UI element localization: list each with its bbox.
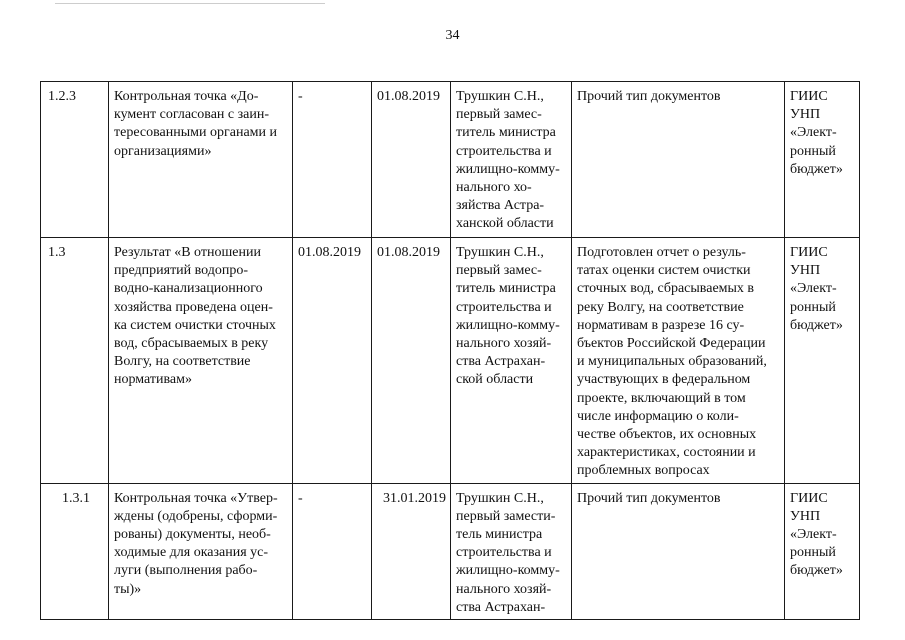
item-name-line: Волгу, на соответствие <box>114 354 251 370</box>
responsible-line: зяйства Астра- <box>456 198 545 214</box>
end-date: 01.08.2019 <box>377 89 440 104</box>
result-line: Подготовлен отчет о резуль- <box>577 245 746 260</box>
result-line: Прочий тип документов <box>577 89 721 104</box>
start-date-cell <box>293 238 372 484</box>
result-line: честве объектов, их основных <box>577 427 757 443</box>
responsible-cell <box>451 238 572 484</box>
responsible-cell <box>451 483 572 619</box>
responsible-line: тель министра <box>456 527 543 543</box>
info-system-line: «Элект- <box>790 281 837 297</box>
item-name-line: предприятий водопро- <box>114 263 249 279</box>
row-number-cell <box>41 82 109 238</box>
responsible-line: нального хо- <box>456 180 532 196</box>
info-system-cell <box>785 238 860 484</box>
item-name-cell <box>109 483 293 619</box>
scan-artifact-line <box>55 3 325 7</box>
result-line: татах оценки систем очистки <box>577 263 751 279</box>
responsible-line: нального хозяй- <box>456 581 552 597</box>
responsible-line: ства Астрахан- <box>456 599 546 615</box>
end-date: 31.01.2019 <box>383 490 446 506</box>
table-row <box>41 82 860 238</box>
info-system-line: УНП <box>790 263 821 279</box>
responsible-line: Трушкин С.Н., <box>456 490 544 506</box>
responsible-line: титель министра <box>456 281 556 297</box>
result-line: проекте, включающий в том <box>577 390 746 406</box>
responsible-line: строительства и <box>456 299 552 315</box>
result-cell <box>572 82 785 238</box>
responsible-cell <box>451 82 572 238</box>
responsible-line: нального хозяй- <box>456 336 552 352</box>
responsible-line: жилищно-комму- <box>456 317 560 333</box>
end-date-cell <box>372 483 451 619</box>
item-name-line: ждены (одобрены, сформи- <box>114 508 278 524</box>
item-name-line: водно-канализационного <box>114 281 263 297</box>
info-system-line: ГИИС <box>790 490 828 506</box>
result-cell <box>572 483 785 619</box>
result-line: и муниципальных образований, <box>577 354 767 370</box>
project-plan-table <box>40 81 860 620</box>
result-cell <box>572 238 785 484</box>
responsible-line: строительства и <box>456 545 552 561</box>
result-line: характеристиках, состоянии и <box>577 445 756 461</box>
result-line: проблемных вопросах <box>577 463 710 479</box>
responsible-line: Трушкин С.Н., <box>456 89 544 104</box>
responsible-line: ской области <box>456 372 534 388</box>
item-name-line: Контрольная точка «Утвер- <box>114 490 278 506</box>
responsible-line: Трушкин С.Н., <box>456 245 544 260</box>
responsible-line: жилищно-комму- <box>456 563 560 579</box>
info-system-line: бюджет» <box>790 563 843 579</box>
end-date-cell <box>372 82 451 238</box>
item-name-cell <box>109 82 293 238</box>
row-number: 1.3.1 <box>62 490 90 506</box>
item-name-cell <box>109 238 293 484</box>
responsible-line: титель министра <box>456 125 556 141</box>
info-system-line: ронный <box>790 299 836 315</box>
info-system-line: «Элект- <box>790 527 837 543</box>
info-system-line: бюджет» <box>790 317 843 333</box>
start-date: - <box>298 490 303 506</box>
row-number: 1.2.3 <box>48 89 76 104</box>
table-body <box>41 82 860 620</box>
item-name-line: ходимые для оказания ус- <box>114 545 269 561</box>
result-line: бъектов Российской Федерации <box>577 336 766 352</box>
item-name-line: Результат «В отношении <box>114 245 261 260</box>
info-system-cell <box>785 483 860 619</box>
item-name-line: хозяйства проведена оцен- <box>114 299 273 315</box>
end-date: 01.08.2019 <box>377 245 440 260</box>
table-row <box>41 238 860 484</box>
item-name-line: рованы) документы, необ- <box>114 527 271 543</box>
item-name-line: нормативам» <box>114 372 193 388</box>
info-system-line: УНП <box>790 508 821 524</box>
result-line: реку Волгу, на соответствие <box>577 299 744 315</box>
row-number-cell <box>41 238 109 484</box>
responsible-line: ства Астрахан- <box>456 354 546 370</box>
table-row <box>41 483 860 619</box>
info-system-line: УНП <box>790 107 821 123</box>
page-number: 34 <box>445 28 460 43</box>
item-name-line: организациями» <box>114 143 212 159</box>
info-system-line: ронный <box>790 143 836 159</box>
row-number: 1.3 <box>48 245 66 260</box>
responsible-line: первый замес- <box>456 107 542 123</box>
result-line: Прочий тип документов <box>577 490 721 506</box>
end-date-cell <box>372 238 451 484</box>
item-name-line: кумент согласован с заин- <box>114 107 269 123</box>
result-line: участвующих в федеральном <box>577 372 751 388</box>
item-name-line: луги (выполнения рабо- <box>114 563 258 579</box>
row-number-cell <box>41 483 109 619</box>
responsible-line: первый замес- <box>456 263 542 279</box>
item-name-line: ты)» <box>114 581 142 597</box>
result-line: сточных вод, сбрасываемых в <box>577 281 755 297</box>
result-line: числе информацию о коли- <box>577 408 739 424</box>
start-date-cell <box>293 82 372 238</box>
responsible-line: жилищно-комму- <box>456 161 560 177</box>
start-date: 01.08.2019 <box>298 245 361 260</box>
info-system-line: бюджет» <box>790 161 843 177</box>
info-system-line: «Элект- <box>790 125 837 141</box>
info-system-cell <box>785 82 860 238</box>
info-system-line: ронный <box>790 545 836 561</box>
item-name-line: тересованными органами и <box>114 125 277 141</box>
item-name-line: ка систем очистки сточных <box>114 317 276 333</box>
result-line: нормативам в разрезе 16 су- <box>577 317 745 333</box>
start-date: - <box>298 89 303 104</box>
info-system-line: ГИИС <box>790 245 828 260</box>
start-date-cell <box>293 483 372 619</box>
item-name-line: Контрольная точка «До- <box>114 89 259 104</box>
info-system-line: ГИИС <box>790 89 828 104</box>
responsible-line: первый замести- <box>456 508 556 524</box>
item-name-line: вод, сбрасываемых в реку <box>114 336 269 352</box>
responsible-line: строительства и <box>456 143 552 159</box>
responsible-line: ханской области <box>456 216 554 232</box>
